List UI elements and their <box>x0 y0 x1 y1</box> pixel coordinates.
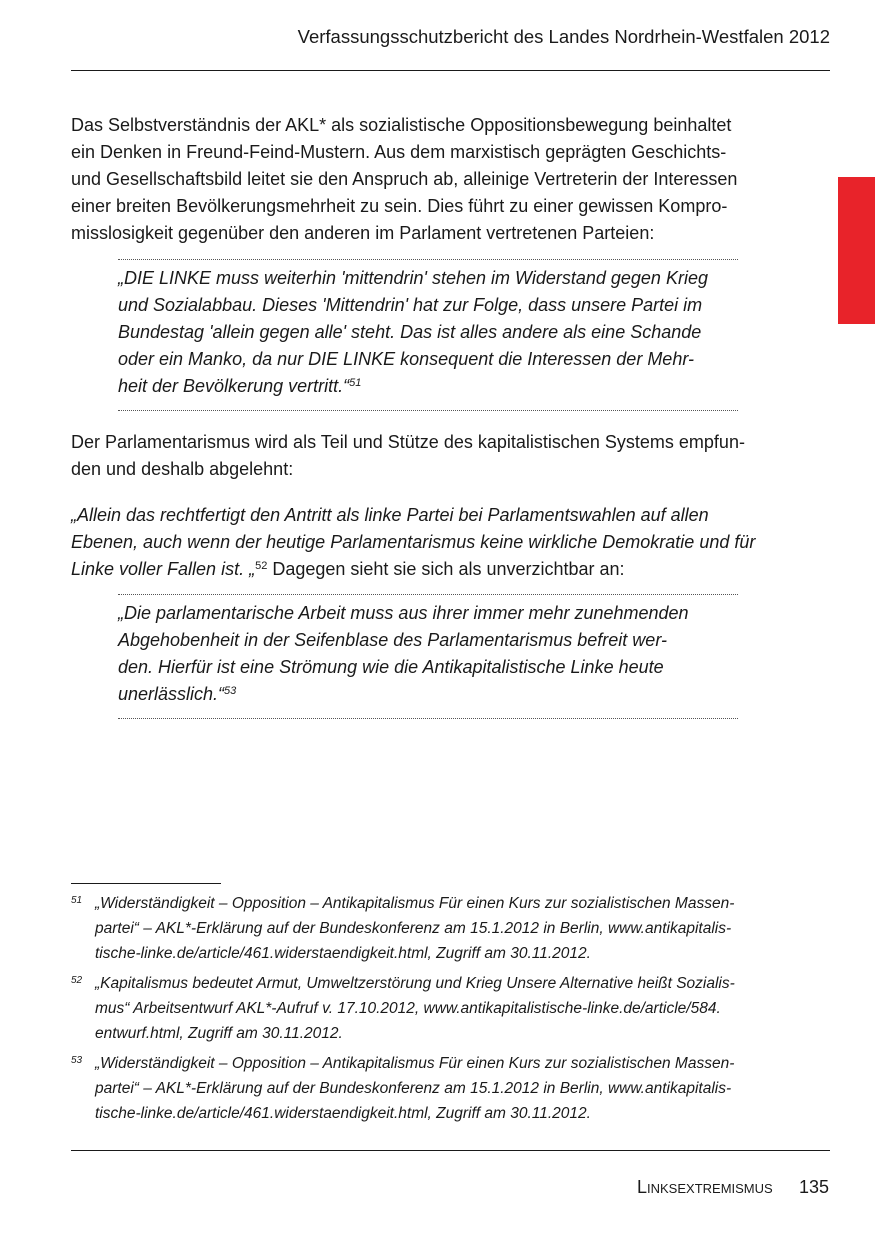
footnote-ref: 53 <box>224 685 237 697</box>
quote-line <box>118 373 738 400</box>
paragraph-inline-quote <box>71 502 791 583</box>
header-rule <box>71 70 830 71</box>
chapter-side-tab <box>838 177 875 324</box>
quote-line <box>118 681 738 708</box>
text-line <box>71 556 791 583</box>
page-number: 135 <box>799 1177 830 1197</box>
block-quote-1 <box>118 259 738 411</box>
quote-line: Abgehobenheit in der Seifenblase des Parlamentarismus befreit wer- <box>118 630 667 650</box>
text-continuation: Dagegen sieht sie sich als unverzichtbar an: <box>267 559 625 579</box>
footnote-number: 51 <box>71 895 83 906</box>
footnote-ref: 52 <box>255 560 268 572</box>
quote-line: „DIE LINKE muss weiterhin 'mittendrin' stehen im Widerstand gegen Krieg <box>118 268 708 288</box>
text-line: Der Parlamentarismus wird als Teil und Stütze des kapitalistischen Systems empfun- <box>71 432 745 452</box>
text-line: misslosigkeit gegenüber den anderen im Parlament vertretenen Parteien: <box>71 223 655 243</box>
footnote-line: entwurf.html, Zugriff am 30.11.2012. <box>95 1025 343 1042</box>
footer-section-label: Linksextremismus <box>637 1177 773 1197</box>
footnote-line: „Widerständigkeit – Opposition – Antikapitalismus Für einen Kurs zur sozialistischen Massen- <box>95 1055 735 1072</box>
footnote-line: partei“ – AKL*-Erklärung auf der Bundeskonferenz am 15.1.2012 in Berlin, www.antikapitalis- <box>95 920 732 937</box>
footnote-ref: 51 <box>349 377 362 389</box>
paragraph-intro <box>71 112 771 247</box>
quote-line-text: heit der Bevölkerung vertritt.“ <box>118 376 350 396</box>
footnote-line: partei“ – AKL*-Erklärung auf der Bundeskonferenz am 15.1.2012 in Berlin, www.antikapitalis- <box>95 1080 732 1097</box>
paragraph-parliamentarism <box>71 429 781 483</box>
footnote-line: tische-linke.de/article/461.widerstaendigkeit.html, Zugriff am 30.11.2012. <box>95 945 591 962</box>
text-line <box>71 502 791 529</box>
inline-quote: Linke voller Fallen ist. „ <box>71 559 256 579</box>
footnote-line: „Kapitalismus bedeutet Armut, Umweltzerstörung und Krieg Unsere Alternative heißt Sozialis- <box>95 975 735 992</box>
quote-line: und Sozialabbau. Dieses 'Mittendrin' hat zur Folge, dass unsere Partei im <box>118 295 703 315</box>
quote-line: „Die parlamentarische Arbeit muss aus ihrer immer mehr zunehmenden <box>118 603 689 623</box>
text-line: Das Selbstverständnis der AKL* als sozialistische Oppositionsbewegung beinhaltet <box>71 115 732 135</box>
quote-line: Bundestag 'allein gegen alle' steht. Das ist alles andere als eine Schande <box>118 322 702 342</box>
inline-quote: „Allein das rechtfertigt den Antritt als linke Partei bei Parlamentswahlen auf allen <box>71 505 709 525</box>
text-line: einer breiten Bevölkerungsmehrheit zu sein. Dies führt zu einer gewissen Kompro- <box>71 196 728 216</box>
quote-line-text: unerlässlich.“ <box>118 684 225 704</box>
footnote-line: „Widerständigkeit – Opposition – Antikapitalismus Für einen Kurs zur sozialistischen Massen- <box>95 895 735 912</box>
footnote-line: mus“ Arbeitsentwurf AKL*-Aufruf v. 17.10.2012, www.antikapitalistische-linke.de/article/584. <box>95 1000 721 1017</box>
quote-line: oder ein Manko, da nur DIE LINKE konsequent die Interessen der Mehr- <box>118 349 694 369</box>
inline-quote: Ebenen, auch wenn der heutige Parlamentarismus keine wirkliche Demokratie und für <box>71 532 756 552</box>
running-header: Verfassungsschutzbericht des Landes Nordrhein-Westfalen 2012 <box>297 26 830 47</box>
quote-line: den. Hierfür ist eine Strömung wie die Antikapitalistische Linke heute <box>118 657 664 677</box>
footnote-rule <box>71 883 221 884</box>
footnote-number: 52 <box>71 975 83 986</box>
footer-rule <box>71 1150 830 1151</box>
block-quote-2 <box>118 594 738 719</box>
text-line: ein Denken in Freund-Feind-Mustern. Aus dem marxistisch geprägten Geschichts- <box>71 142 727 162</box>
footnote-number: 53 <box>71 1055 83 1066</box>
text-line: und Gesellschaftsbild leitet sie den Anspruch ab, alleinige Vertreterin der Interessen <box>71 169 738 189</box>
footnote-line: tische-linke.de/article/461.widerstaendigkeit.html, Zugriff am 30.11.2012. <box>95 1105 591 1122</box>
text-line <box>71 529 791 556</box>
text-line: den und deshalb abgelehnt: <box>71 459 294 479</box>
